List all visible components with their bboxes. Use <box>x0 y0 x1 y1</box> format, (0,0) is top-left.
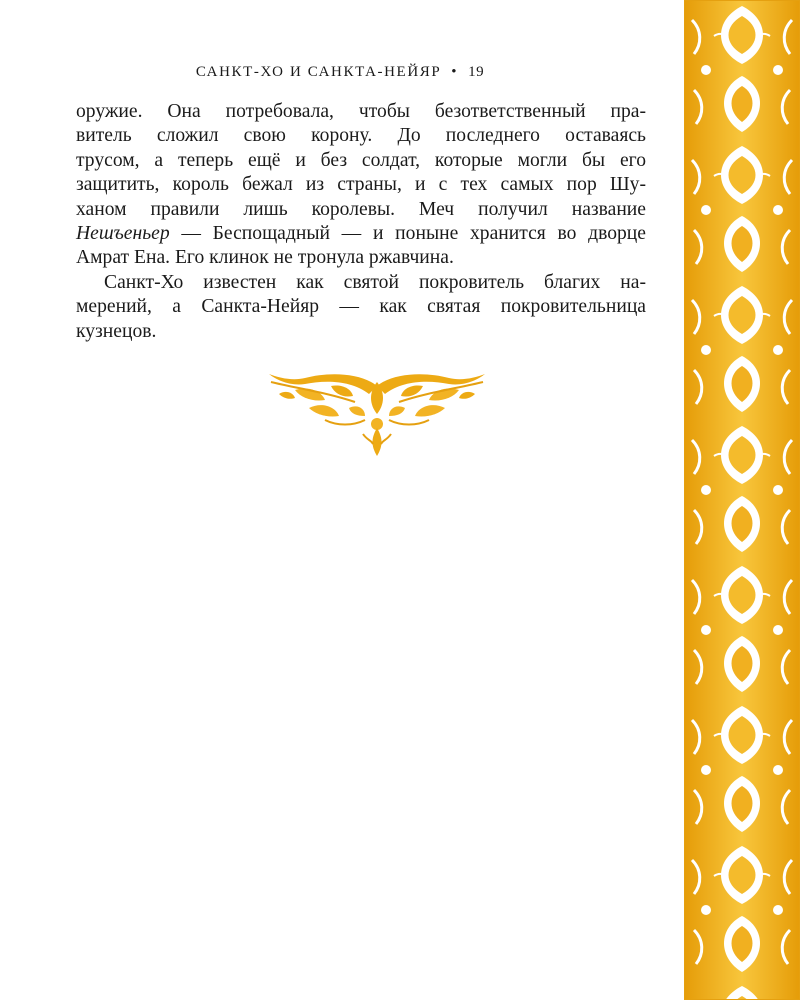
text-line: защитить, король бежал из страны, и с тех самых пор Шу- <box>76 174 646 196</box>
page-number: 19 <box>468 64 485 80</box>
text-line: кузнецов. <box>76 320 157 342</box>
running-title: САНКТ-ХО И САНКТА-НЕЙЯР <box>195 64 442 80</box>
text-line: Амрат Ена. Его клинок не тронула ржавчина. <box>76 247 454 269</box>
body-text <box>76 100 646 344</box>
text-line: витель сложил свою корону. До последнего оставаясь <box>76 125 646 147</box>
text-line <box>76 222 646 246</box>
text-line: ханом правили лишь королевы. Меч получил название <box>76 198 646 220</box>
ornament-vignette-icon <box>265 368 489 460</box>
text-line: оружие. Она потребовала, чтобы безответственный пра- <box>76 101 646 122</box>
text-line: Санкт-Хо известен как святой покровитель благих на- <box>104 271 646 293</box>
running-header <box>0 64 680 81</box>
text-line-rest: — Беспощадный — и поныне хранится во дворце <box>169 223 646 245</box>
text-line: мерений, а Санкта-Нейяр — как святая покровительница <box>76 296 646 318</box>
ornamental-border-icon <box>684 0 800 1000</box>
header-bullet: • <box>451 64 459 80</box>
text-line: трусом, а теперь ещё и без солдат, которые могли бы его <box>76 149 646 171</box>
sword-name-italic: Нешъеньер <box>76 223 170 245</box>
